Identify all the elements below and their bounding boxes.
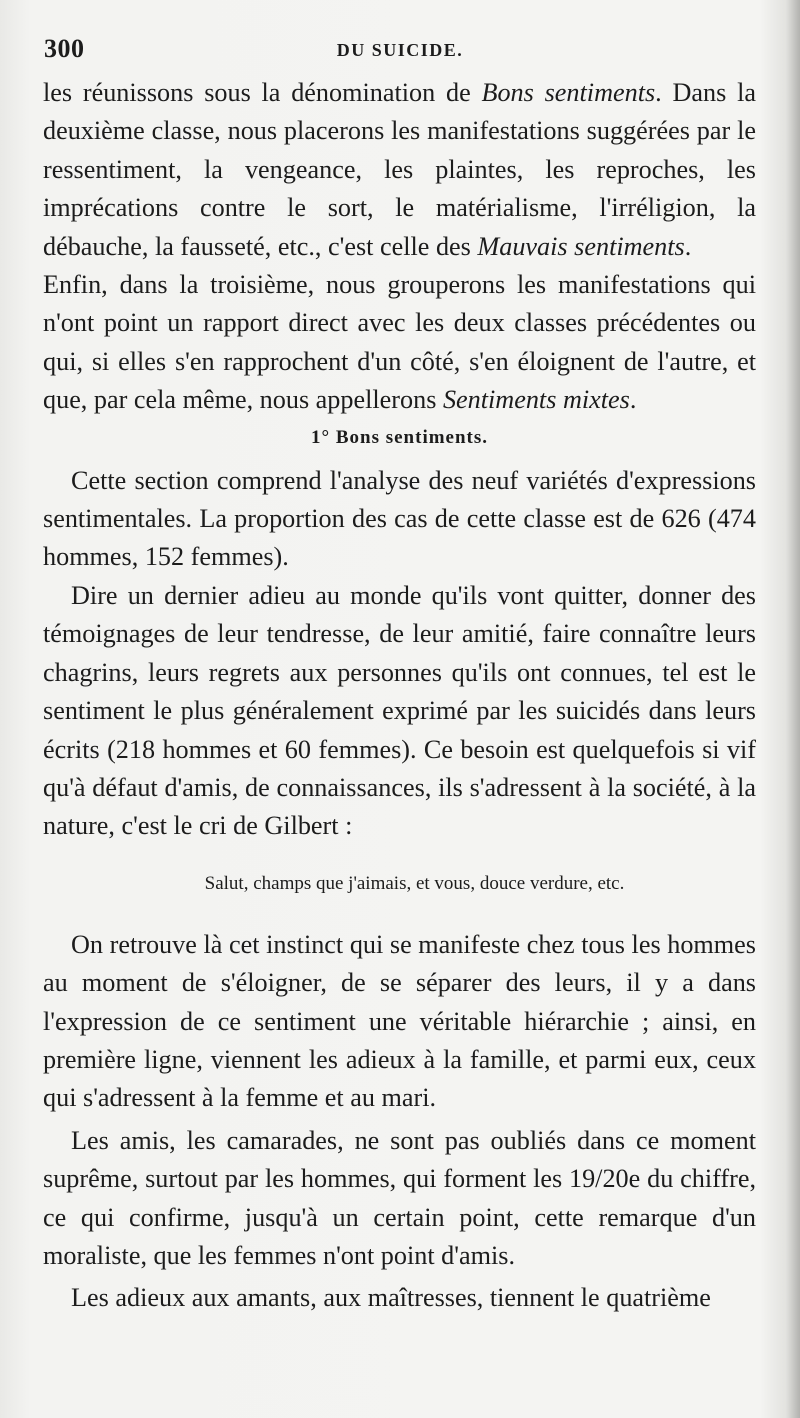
page-number: 300 [44,34,85,63]
page-header [44,34,756,70]
paragraph-2-text-c: . [629,385,637,415]
paragraph-5: On retrouve là cet instinct qui se manifeste chez tous les hommes au moment de s'éloigner, de se séparer des leurs, il y a dans l'expression de ce sentiment une véritable hiérarchie ; ainsi, en première ligne, viennent les adieux à la famille, et parmi eux, ceux qui s'adressent à la femme et au mari. [43,929,756,1113]
paragraph-6: Les amis, les camarades, ne sont pas oubliés dans ce moment suprême, surtout par les hommes, qui forment les 19/20e du chiffre, ce qui confirme, jusqu'à un certain point, cette remarque d'un moraliste, que les femmes n'ont point d'amis. [43,1125,756,1270]
running-title: DU SUICIDE. [336,40,464,60]
paragraph-4: Dire un dernier adieu au monde qu'ils vont quitter, donner des témoignages de leur tendresse, de leur amitié, faire connaître leurs chagrins, leurs regrets aux personnes qu'ils ont connues, tel est le sentiment le plus généralement exprimé par les suicidés dans leurs écrits (218 hommes et 60 femmes). Ce besoin est quelquefois si vif qu'à défaut d'amis, de connaissances, ils s'adressent à la société, à la nature, c'est le cri de Gilbert : [43,580,756,841]
paragraph-7: Les adieux aux amants, aux maîtresses, tiennent le quatrième [71,1283,711,1313]
paragraph-2-text-a: Enfin, dans la troisième, nous grouperons les manifestations qui n'ont point un rapport direct avec les deux classes précédentes ou qui, si elles s'en rapprochent d'un côté, s'en éloignent de l'autre, et que, par cela même, nous appellerons [43,270,756,415]
paragraph-1-text-c: . Dans la deuxième classe, nous placerons les manifestations suggérées par le ressentiment, la vengeance, les plaintes, les reproches, les imprécations contre le sort, le matérialisme, l'irréligion, la débauche, la fausseté, etc., c'est celle des [43,78,756,261]
emphasis-bons-sentiments: Bons sentiments [481,78,656,107]
paragraph-1 [43,74,756,266]
emphasis-mauvais-sentiments: Mauvais sentiments [477,231,685,261]
page-spine-shadow [786,0,800,1418]
paragraph-1-text-a: les réunissons sous la dénomination de [43,78,482,107]
page-body [43,74,756,1318]
verse-quote: Salut, champs que j'aimais, et vous, douce verdure, etc. [204,872,625,894]
section-heading: 1° Bons sentiments. [310,426,489,448]
paragraph-3: Cette section comprend l'analyse des neuf variétés d'expressions sentimentales. La proportion des cas de cette classe est de 626 (474 hommes, 152 femmes). [43,465,756,572]
emphasis-sentiments-mixtes: Sentiments mixtes [442,385,630,415]
paragraph-2 [43,266,756,420]
paragraph-1-text-e: . [684,231,692,261]
